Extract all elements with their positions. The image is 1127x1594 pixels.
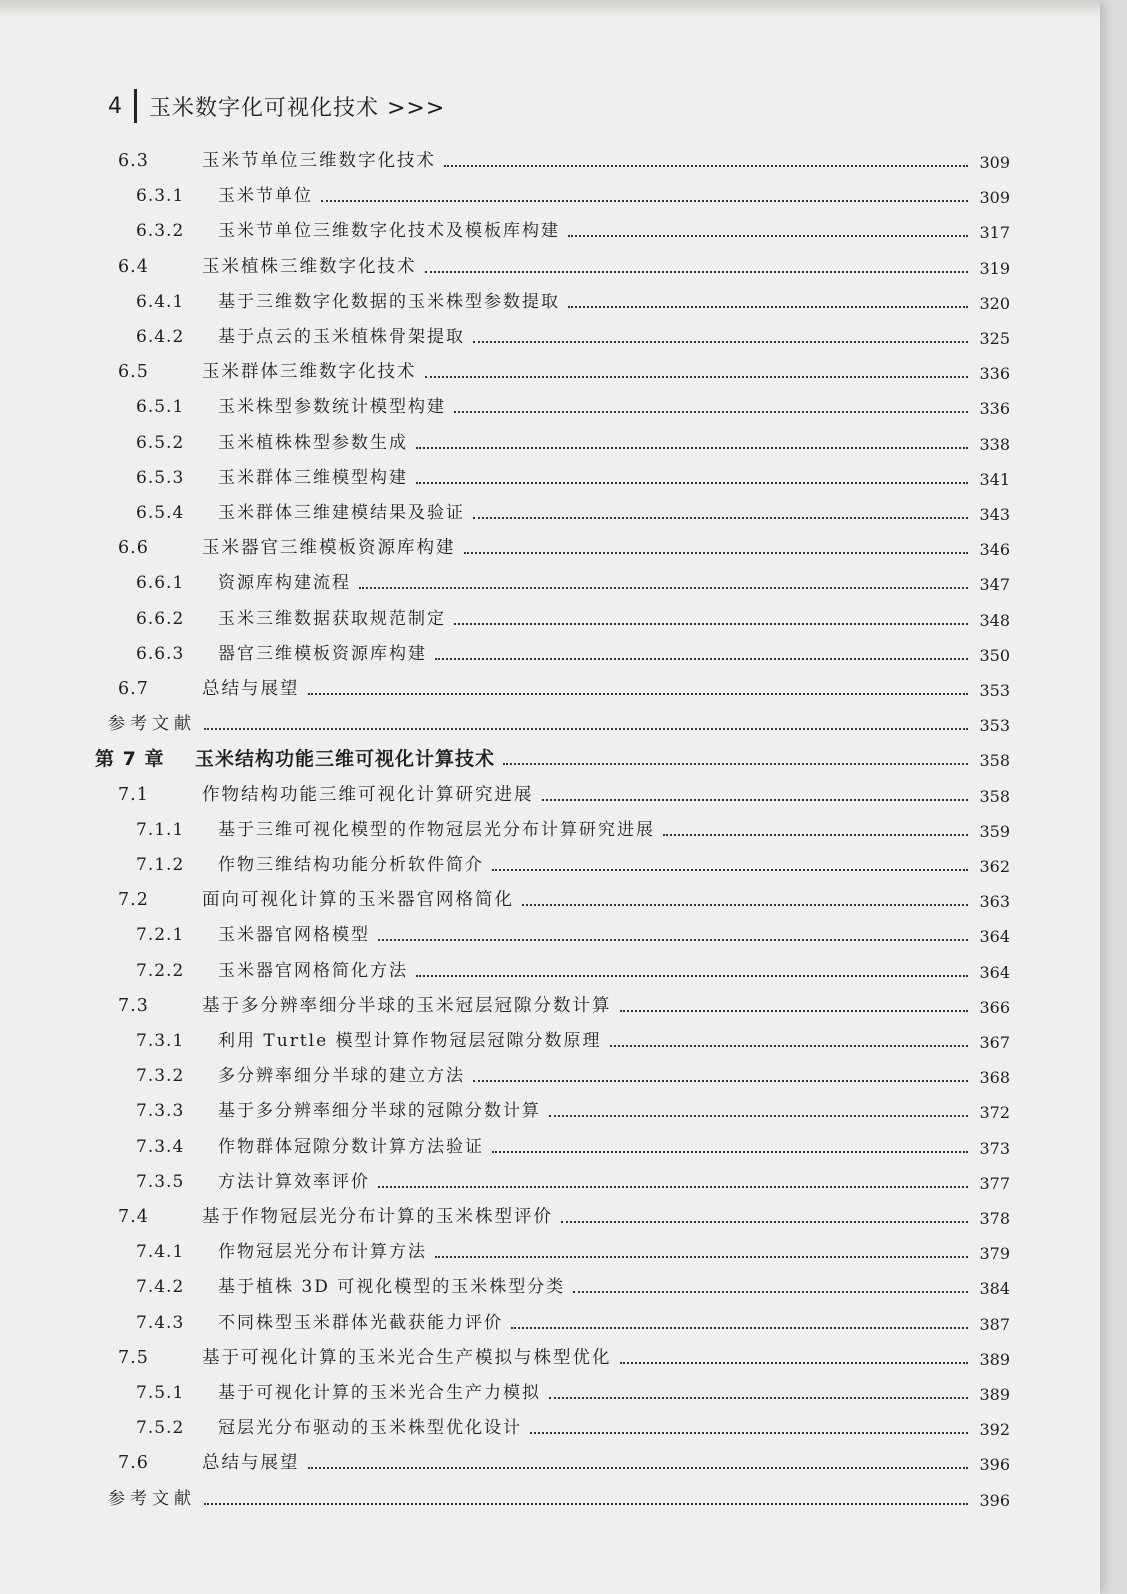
toc-entry-title: 玉米群体三维建模结果及验证 — [218, 503, 465, 523]
toc-entry — [0, 320, 1100, 354]
toc-entry — [0, 390, 1100, 424]
toc-entry-number: 7.4.3 — [136, 1312, 185, 1333]
toc-leader-dots — [359, 587, 968, 589]
toc-leader-dots — [454, 411, 968, 413]
toc-leader-dots — [530, 1432, 968, 1434]
toc-entry-label — [136, 1024, 602, 1058]
toc-entry-number: 7.6 — [118, 1453, 149, 1474]
toc-entry — [0, 918, 1100, 952]
toc-page-number: 320 — [979, 293, 1010, 313]
toc-entry-label — [136, 285, 560, 319]
toc-entry — [0, 1094, 1100, 1128]
toc-leader-dots — [308, 1467, 968, 1469]
toc-entry-label — [108, 1482, 196, 1516]
toc-entry — [0, 707, 1100, 741]
toc-entry — [0, 1306, 1100, 1340]
toc-entry-title: 作物结构功能三维可视化计算研究进展 — [202, 784, 534, 805]
toc-entry — [0, 1341, 1100, 1375]
toc-leader-dots — [464, 552, 968, 554]
toc-entry-label — [108, 707, 196, 741]
toc-entry-label — [136, 1376, 541, 1410]
toc-page-number: 366 — [979, 997, 1010, 1017]
toc-entry-title: 作物群体冠隙分数计算方法验证 — [218, 1136, 484, 1157]
toc-entry-title: 方法计算效率评价 — [218, 1171, 370, 1192]
toc-entry — [0, 813, 1100, 847]
toc-entry-title: 利用 Turtle 模型计算作物冠层冠隙分数原理 — [218, 1031, 602, 1051]
toc-entry-number: 7.5 — [118, 1347, 149, 1368]
toc-entry — [0, 637, 1100, 671]
toc-leader-dots — [561, 1221, 968, 1223]
toc-entry-title: 基于植株 3D 可视化模型的玉米株型分类 — [218, 1277, 566, 1298]
toc-leader-dots — [308, 693, 968, 695]
toc-leader-dots — [204, 728, 968, 730]
toc-page-number: 336 — [979, 399, 1010, 419]
toc-leader-dots — [573, 1291, 968, 1293]
toc-entry-title: 基于三维数字化数据的玉米株型参数提取 — [218, 291, 560, 312]
toc-entry-number: 7.3.5 — [136, 1171, 185, 1192]
toc-leader-dots — [416, 447, 968, 449]
toc-entry — [0, 179, 1100, 213]
toc-leader-dots — [473, 1080, 968, 1082]
toc-entry — [0, 566, 1100, 600]
toc-entry — [0, 1376, 1100, 1410]
toc-entry-title: 基于可视化计算的玉米光合生产力模拟 — [218, 1383, 541, 1403]
toc-entry-label — [136, 320, 465, 354]
toc-entry-label — [136, 602, 446, 636]
toc-page-number: 389 — [979, 1385, 1010, 1404]
toc-entry-label — [136, 390, 446, 424]
toc-page-number: 389 — [979, 1349, 1010, 1369]
toc-entry-number: 6.5 — [118, 362, 149, 383]
toc-entry-title: 器官三维模板资源库构建 — [218, 643, 427, 664]
toc-entry-label — [136, 1411, 522, 1445]
toc-page-number: 317 — [979, 223, 1010, 243]
toc-page-number: 392 — [979, 1420, 1010, 1440]
toc-page-number: 348 — [979, 610, 1010, 630]
toc-entry — [0, 1411, 1100, 1445]
toc-entry-number: 第 7 章 — [95, 748, 165, 771]
toc-entry-label — [118, 989, 612, 1023]
toc-entry — [0, 1059, 1100, 1093]
toc-entry-label — [136, 1270, 565, 1304]
toc-leader-dots — [473, 517, 968, 519]
toc-entry-title: 玉米节单位三维数字化技术及模板库构建 — [218, 221, 560, 242]
toc-page-number: 373 — [979, 1138, 1010, 1158]
toc-entry — [0, 848, 1100, 882]
toc-entry-number: 6.5.4 — [136, 503, 185, 523]
toc-entry-title: 玉米结构功能三维可视化计算技术 — [195, 748, 496, 771]
toc-page-number: 309 — [979, 153, 1010, 172]
toc-entry-label — [118, 883, 514, 917]
toc-entry-number: 7.3.1 — [136, 1031, 185, 1051]
toc-entry — [0, 461, 1100, 495]
toc-leader-dots — [378, 1186, 968, 1188]
toc-page-number: 325 — [979, 329, 1010, 348]
toc-entry — [0, 1235, 1100, 1269]
toc-entry-number: 7.3.2 — [136, 1066, 185, 1087]
toc-page-number: 319 — [979, 258, 1010, 278]
toc-page-number: 336 — [979, 364, 1010, 384]
toc-page-number: 379 — [979, 1244, 1010, 1264]
toc-page-number: 309 — [979, 188, 1010, 208]
toc-page-number: 367 — [979, 1033, 1010, 1052]
toc-entry-number: 6.6.2 — [136, 608, 185, 629]
toc-entry-title: 冠层光分布驱动的玉米株型优化设计 — [218, 1418, 522, 1439]
toc-entry-label — [136, 1165, 370, 1199]
toc-entry-number: 7.4.2 — [136, 1277, 185, 1298]
toc-page-number: 384 — [979, 1279, 1010, 1299]
toc-leader-dots — [549, 1397, 968, 1399]
toc-entry-number: 7.3 — [118, 995, 149, 1016]
toc-page-number: 343 — [979, 505, 1010, 524]
toc-entry-number: 6.3.1 — [136, 186, 185, 207]
toc-entry-number: 6.3.2 — [136, 221, 185, 242]
header-divider — [134, 89, 137, 123]
toc-entry-number: 7.1.2 — [136, 855, 185, 875]
toc-leader-dots — [204, 1503, 968, 1505]
toc-entry-number: 6.4.2 — [136, 327, 185, 347]
toc-page-number: 359 — [979, 821, 1010, 841]
toc-entry-title: 玉米三维数据获取规范制定 — [218, 608, 446, 629]
toc-page-number: 387 — [979, 1314, 1010, 1334]
toc-entry — [0, 883, 1100, 917]
toc-entry-label — [118, 672, 300, 706]
toc-entry-title: 玉米植株株型参数生成 — [218, 432, 408, 453]
toc-entry — [0, 778, 1100, 812]
toc-entry-number: 7.2.1 — [136, 925, 185, 946]
toc-page-number: 346 — [979, 540, 1010, 560]
toc-entry-label — [136, 918, 370, 952]
toc-entry-number: 6.6 — [118, 538, 149, 559]
toc-entry — [0, 1200, 1100, 1234]
toc-entry-label — [136, 496, 465, 530]
toc-entry-number: 7.3.3 — [136, 1101, 185, 1122]
toc-entry-label — [136, 1094, 541, 1128]
toc-entry-label — [136, 461, 408, 495]
toc-entry — [0, 1446, 1100, 1480]
toc-page-number: 358 — [979, 751, 1010, 771]
toc-entry — [0, 1482, 1100, 1516]
toc-leader-dots — [425, 376, 968, 378]
toc-leader-dots — [620, 1010, 968, 1012]
toc-entry-label — [118, 1446, 300, 1480]
toc-entry-title: 玉米节单位三维数字化技术 — [202, 151, 436, 171]
toc-entry-label — [136, 1306, 503, 1340]
toc-entry-title: 总结与展望 — [202, 679, 300, 699]
toc-entry-number: 7.5.1 — [136, 1383, 185, 1403]
toc-entry — [0, 954, 1100, 988]
toc-entry-title: 基于多分辨率细分半球的冠隙分数计算 — [218, 1101, 541, 1122]
toc-entry-number: 7.2.2 — [136, 960, 185, 981]
toc-leader-dots — [435, 1256, 968, 1258]
toc-leader-dots — [321, 200, 968, 202]
toc-entry-number: 6.6.3 — [136, 643, 185, 664]
toc-leader-dots — [511, 1327, 968, 1329]
toc-entry-number: 6.4.1 — [136, 291, 185, 312]
running-header — [108, 86, 445, 126]
toc-entry-number: 6.6.1 — [136, 573, 185, 594]
toc-entry-label — [136, 566, 351, 600]
toc-leader-dots — [549, 1115, 968, 1117]
toc-entry-label — [118, 1341, 612, 1375]
toc-entry-label — [136, 954, 408, 988]
toc-entry-title: 玉米群体三维数字化技术 — [202, 362, 417, 383]
toc-entry — [0, 531, 1100, 565]
toc-leader-dots — [620, 1362, 968, 1364]
toc-entry-title: 参考文献 — [108, 714, 196, 735]
toc-page-number: 368 — [979, 1068, 1010, 1088]
toc-entry — [0, 355, 1100, 389]
toc-leader-dots — [663, 834, 968, 836]
toc-leader-dots — [416, 482, 968, 484]
toc-leader-dots — [444, 165, 968, 167]
toc-entry-title: 基于可视化计算的玉米光合生产模拟与株型优化 — [202, 1347, 612, 1368]
toc-entry — [0, 144, 1100, 178]
toc-leader-dots — [492, 869, 968, 871]
toc-entry-number: 7.1 — [118, 784, 149, 805]
toc-entry — [0, 496, 1100, 530]
toc-entry — [0, 426, 1100, 460]
toc-entry-title: 玉米株型参数统计模型构建 — [218, 397, 446, 418]
toc-leader-dots — [542, 799, 968, 801]
toc-page-number: 350 — [979, 645, 1010, 665]
toc-page-number: 396 — [979, 1455, 1010, 1475]
toc-entry-title: 玉米群体三维模型构建 — [218, 467, 408, 488]
toc-entry-label — [118, 1200, 553, 1234]
toc-entry — [0, 1024, 1100, 1058]
toc-entry-label — [136, 1235, 427, 1269]
toc-entry — [0, 602, 1100, 636]
toc-entry-title: 作物三维结构功能分析软件简介 — [218, 855, 484, 875]
book-title: 玉米数字化可视化技术 >>> — [149, 95, 446, 121]
toc-leader-dots — [435, 658, 968, 660]
toc-entry-title: 作物冠层光分布计算方法 — [218, 1242, 427, 1263]
toc-entry-label — [118, 531, 456, 565]
toc-leader-dots — [522, 904, 968, 906]
toc-entry-number: 6.3 — [118, 151, 149, 171]
toc-entry-number: 7.2 — [118, 890, 149, 911]
toc-entry-title: 基于多分辨率细分半球的玉米冠层冠隙分数计算 — [202, 995, 612, 1016]
page-number: 4 — [108, 93, 122, 119]
toc-leader-dots — [503, 763, 968, 765]
toc-leader-dots — [416, 975, 968, 977]
toc-entry-title: 参考文献 — [108, 1488, 196, 1509]
toc-entry-title: 基于三维可视化模型的作物冠层光分布计算研究进展 — [218, 819, 655, 840]
toc-entry — [0, 214, 1100, 248]
toc-page-number: 338 — [979, 434, 1010, 454]
toc-page-number: 362 — [979, 857, 1010, 876]
toc-entry-title: 基于作物冠层光分布计算的玉米株型评价 — [202, 1207, 553, 1227]
toc-entry-label — [118, 250, 417, 284]
toc-entry — [0, 1130, 1100, 1164]
toc-entry-number: 6.4 — [118, 256, 149, 277]
toc-entry-label — [136, 1130, 484, 1164]
toc-page-number: 364 — [979, 927, 1010, 947]
toc-entry-number: 6.5.3 — [136, 467, 185, 488]
toc-leader-dots — [492, 1151, 968, 1153]
toc-page-number: 377 — [979, 1173, 1010, 1193]
toc-entry-label — [136, 637, 427, 671]
toc-entry-number: 6.5.2 — [136, 432, 185, 453]
toc-leader-dots — [568, 235, 968, 237]
toc-entry-label — [136, 848, 484, 882]
toc-entry-number: 7.3.4 — [136, 1136, 185, 1157]
toc-entry-title: 多分辨率细分半球的建立方法 — [218, 1066, 465, 1087]
toc-entry-title: 面向可视化计算的玉米器官网格简化 — [202, 890, 514, 911]
toc-entry-number: 6.5.1 — [136, 397, 185, 418]
toc-entry — [0, 742, 1100, 776]
toc-entry-title: 玉米器官三维模板资源库构建 — [202, 538, 456, 559]
toc-page-number: 353 — [979, 681, 1010, 700]
toc-entry-title: 玉米节单位 — [218, 186, 313, 207]
toc-entry-label — [136, 426, 408, 460]
toc-page-number: 347 — [979, 575, 1010, 595]
toc-page-number: 364 — [979, 962, 1010, 982]
toc-entry-label — [136, 214, 560, 248]
toc-page-number: 353 — [979, 716, 1010, 736]
toc-entry-label — [95, 742, 495, 776]
toc-page-number: 372 — [979, 1103, 1010, 1123]
toc-entry-title: 玉米器官网格模型 — [218, 925, 370, 946]
toc-entry-number: 7.1.1 — [136, 819, 185, 840]
toc-leader-dots — [568, 306, 968, 308]
toc-leader-dots — [454, 623, 968, 625]
toc-entry-title: 资源库构建流程 — [218, 573, 351, 594]
toc-page-number: 363 — [979, 892, 1010, 912]
toc-entry-label — [136, 179, 313, 213]
toc-entry-number: 7.4 — [118, 1207, 149, 1227]
toc-page-number: 378 — [979, 1209, 1010, 1228]
toc-leader-dots — [610, 1045, 968, 1047]
toc-entry — [0, 285, 1100, 319]
toc-entry-label — [118, 355, 417, 389]
toc-page-number: 396 — [979, 1490, 1010, 1510]
toc-entry-label — [118, 778, 534, 812]
toc-entry — [0, 672, 1100, 706]
toc-page-number: 358 — [979, 786, 1010, 806]
toc-entry-label — [118, 144, 436, 178]
toc-entry-number: 6.7 — [118, 679, 149, 699]
toc-entry — [0, 1270, 1100, 1304]
toc-entry-number: 7.4.1 — [136, 1242, 185, 1263]
toc-leader-dots — [473, 341, 968, 343]
toc-entry-number: 7.5.2 — [136, 1418, 185, 1439]
toc-leader-dots — [425, 271, 968, 273]
scan-top-edge — [0, 0, 1100, 18]
toc-entry — [0, 250, 1100, 284]
toc-entry-title: 不同株型玉米群体光截获能力评价 — [218, 1312, 503, 1333]
toc-page-number: 341 — [979, 469, 1010, 489]
toc-entry-title: 基于点云的玉米植株骨架提取 — [218, 327, 465, 347]
toc-entry-title: 总结与展望 — [202, 1453, 300, 1474]
toc-leader-dots — [378, 939, 968, 941]
toc-entry — [0, 989, 1100, 1023]
toc-entry-label — [136, 813, 655, 847]
toc-entry-label — [136, 1059, 465, 1093]
toc-entry — [0, 1165, 1100, 1199]
toc-entry-title: 玉米植株三维数字化技术 — [202, 256, 417, 277]
toc-entry-title: 玉米器官网格简化方法 — [218, 960, 408, 981]
